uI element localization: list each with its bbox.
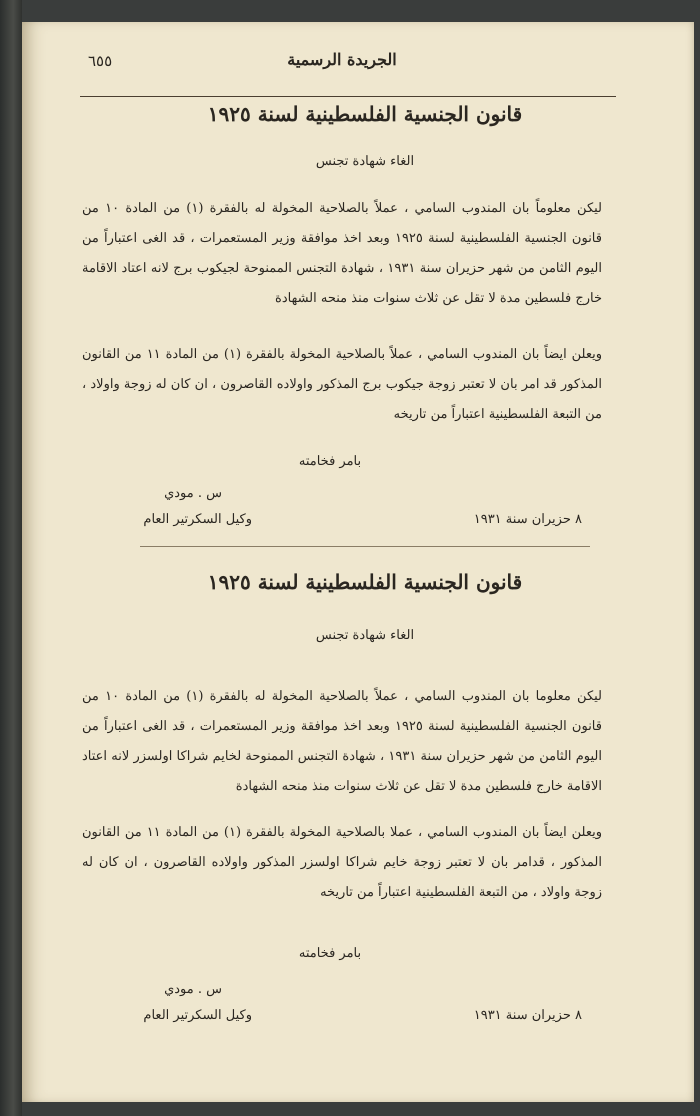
notice-2-date: ٨ حزيران سنة ١٩٣١ xyxy=(473,1008,582,1023)
notice-1-paragraph-2: ويعلن ايضاً بان المندوب السامي ، عملاً بالصلاحية المخولة بالفقرة (١) من المادة ١١ من القانون المذكور قد امر بان لا تعتبر زوجة جيكوب برج المذكور واولاده القاصرون ، ان كان له زوجة واولاد ، من التبعة الفلسطينية اعتباراً من تاريخه xyxy=(82,347,602,422)
journal-title: الجريدة الرسمية xyxy=(287,50,397,69)
notice-1-by-order: بامر فخامته xyxy=(298,454,362,469)
notice-1-signatory-name: س . مودي xyxy=(164,486,222,501)
notice-2-paragraph-1: ليكن معلوما بان المندوب السامي ، عملاً بالصلاحية المخولة له بالفقرة (١) من المادة ١٠ من قانون الجنسية الفلسطينية لسنة ١٩٢٥ وبعد اخذ موافقة وزير المستعمرات ، قد الغى اعتباراً من اليوم الثامن من شهر حزيران سنة ١٩٣١ ، شهادة التجنس الممنوحة لخايم شراكا اولسزر لانه اعتاد الاقامة خارج فلسطين مدة لا تقل عن ثلاث سنوات منذ منحه الشهادة xyxy=(82,689,603,794)
notice-separator xyxy=(140,546,590,547)
notice-2-signatory-name: س . مودي xyxy=(164,982,222,997)
notice-1-date: ٨ حزيران سنة ١٩٣١ xyxy=(473,512,582,527)
book-binding-edge xyxy=(0,0,22,1116)
notice-2-by-order: بامر فخامته xyxy=(298,946,362,961)
gazette-page xyxy=(22,22,694,1102)
notice-2-subtitle: الغاء شهادة تجنس xyxy=(315,628,415,643)
notice-2-title: قانون الجنسية الفلسطينية لسنة ١٩٢٥ xyxy=(207,570,523,594)
notice-1-title: قانون الجنسية الفلسطينية لسنة ١٩٢٥ xyxy=(207,102,523,126)
notice-2-signatory-title: وكيل السكرتير العام xyxy=(143,1008,252,1023)
notice-2-paragraph-2: ويعلن ايضاً بان المندوب السامي ، عملا بالصلاحية المخولة بالفقرة (١) من المادة ١١ من القانون المذكور ، قدامر بان لا تعتبر زوجة خايم شراكا اولسزر المذكور واولاده القاصرون ، ان كان له زوجة واولاد ، من التبعة الفلسطينية اعتباراً من تاريخه xyxy=(82,825,602,900)
notice-1-subtitle: الغاء شهادة تجنس xyxy=(315,154,415,169)
page-number: ٦٥٥ xyxy=(88,52,113,70)
notice-1-paragraph-1: ليكن معلوماً بان المندوب السامي ، عملاً بالصلاحية المخولة له بالفقرة (١) من المادة ١٠ من قانون الجنسية الفلسطينية لسنة ١٩٢٥ وبعد اخذ موافقة وزير المستعمرات ، قد الغى اعتباراً من اليوم الثامن من شهر حزيران سنة ١٩٣١ ، شهادة التجنس الممنوحة لجيكوب برج لانه اعتاد الاقامة خارج فلسطين مدة لا تقل عن ثلاث سنوات منذ منحه الشهادة xyxy=(82,201,603,306)
notice-1-signatory-title: وكيل السكرتير العام xyxy=(143,512,252,527)
header-rule xyxy=(80,96,616,97)
